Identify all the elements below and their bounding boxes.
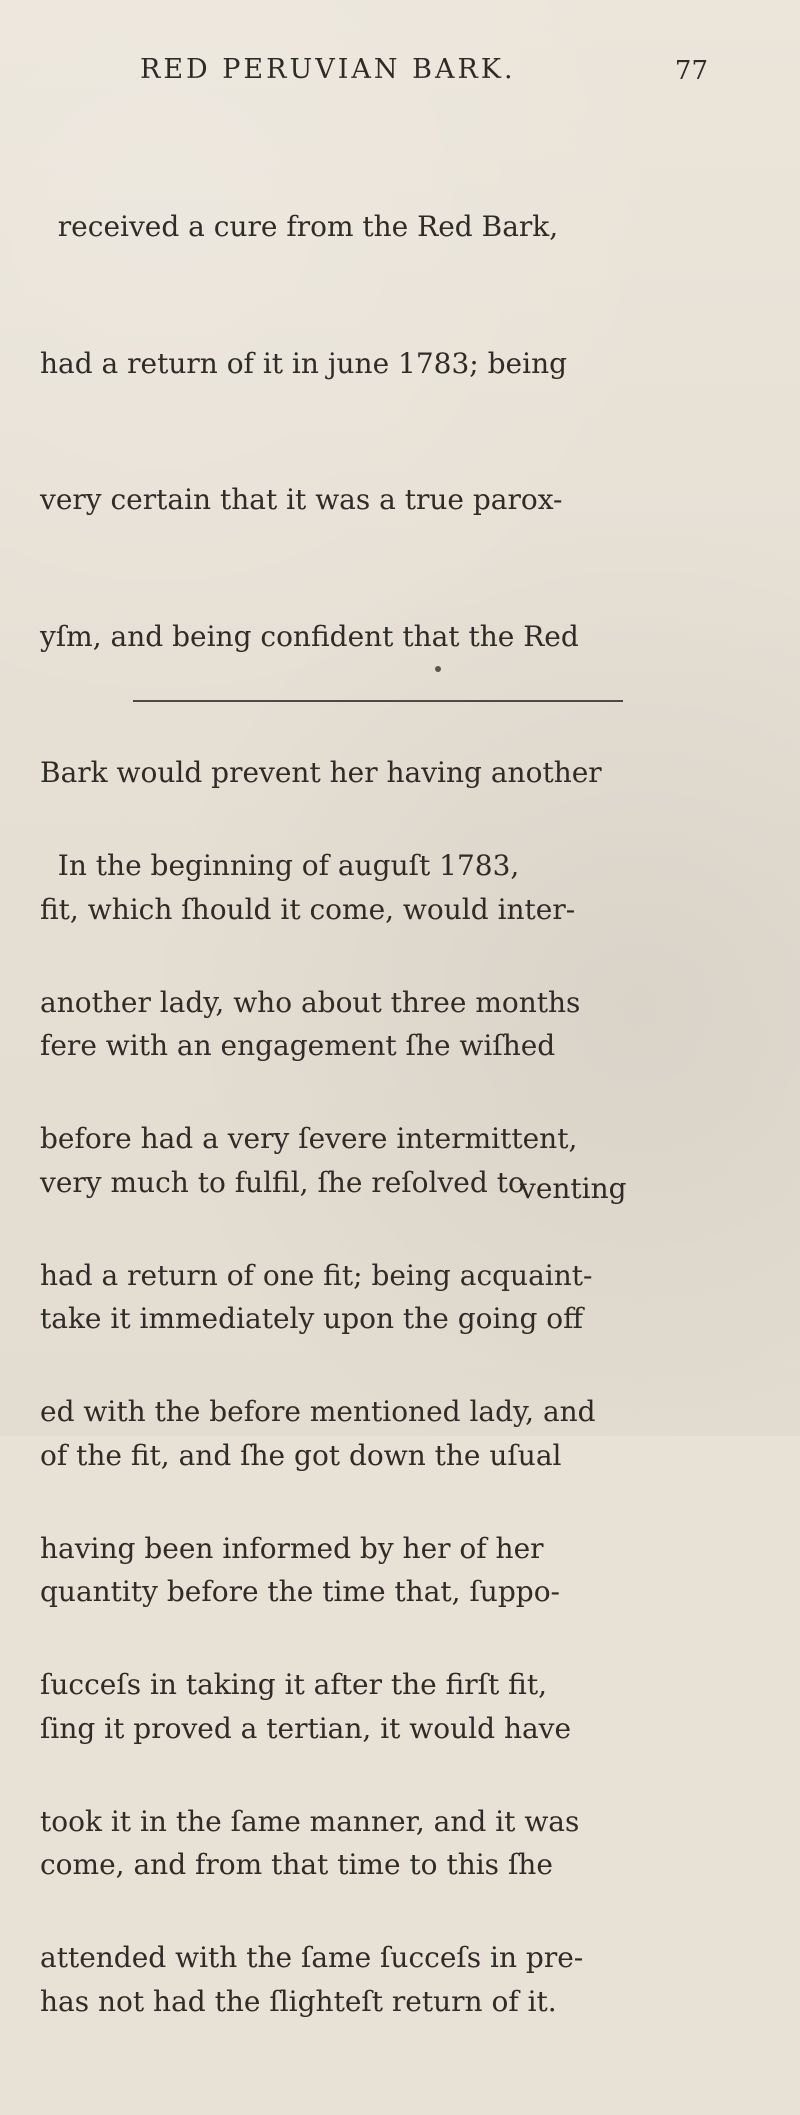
catchword: venting	[520, 1172, 627, 1205]
text-line: attended with the ſame ſucceſs in pre-	[40, 1941, 584, 1974]
page-number: 77	[674, 56, 708, 86]
text-line: ſucceſs in taking it after the firſt fit,	[40, 1668, 548, 1701]
text-line: having been informed by her of her	[40, 1531, 544, 1565]
text-line: received a cure from the Red Bark,	[40, 210, 559, 243]
text-line: In the beginning of auguſt 1783,	[40, 849, 520, 882]
text-line: fere with an engagement ſhe wiſhed	[40, 1029, 556, 1062]
section-divider	[133, 700, 623, 702]
text-line: very certain that it was a true parox-	[40, 483, 563, 516]
text-line: Bark would prevent her having another	[40, 756, 602, 789]
text-line: had a return of one fit; being acquaint-	[40, 1258, 593, 1292]
text-line: took it in the ſame manner, and it was	[40, 1804, 580, 1838]
ink-speck	[435, 666, 441, 672]
paragraph-2	[40, 752, 760, 2072]
text-line: has not had the ſlighteſt return of it.	[40, 1984, 557, 2018]
text-line: fit, which ſhould it come, would inter-	[40, 892, 576, 926]
text-line: take it immediately upon the going off	[40, 1302, 584, 1335]
text-line: very much to fulfil, ſhe reſolved to	[40, 1165, 525, 1199]
text-line: quantity before the time that, ſuppo-	[40, 1575, 561, 1608]
text-line: another lady, who about three months	[40, 985, 581, 1019]
text-line: ed with the before mentioned lady, and	[40, 1395, 596, 1428]
text-line: of the fit, and ſhe got down the uſual	[40, 1438, 562, 1472]
text-line: ſing it proved a tertian, it would have	[40, 1711, 572, 1745]
text-line: yſm, and being confident that the Red	[40, 619, 579, 653]
text-line: before had a very ſevere intermittent,	[40, 1122, 578, 1155]
text-line: come, and from that time to this ſhe	[40, 1848, 553, 1881]
running-header: RED PERUVIAN BARK.	[140, 54, 516, 85]
text-line: had a return of it in june 1783; being	[40, 346, 568, 380]
